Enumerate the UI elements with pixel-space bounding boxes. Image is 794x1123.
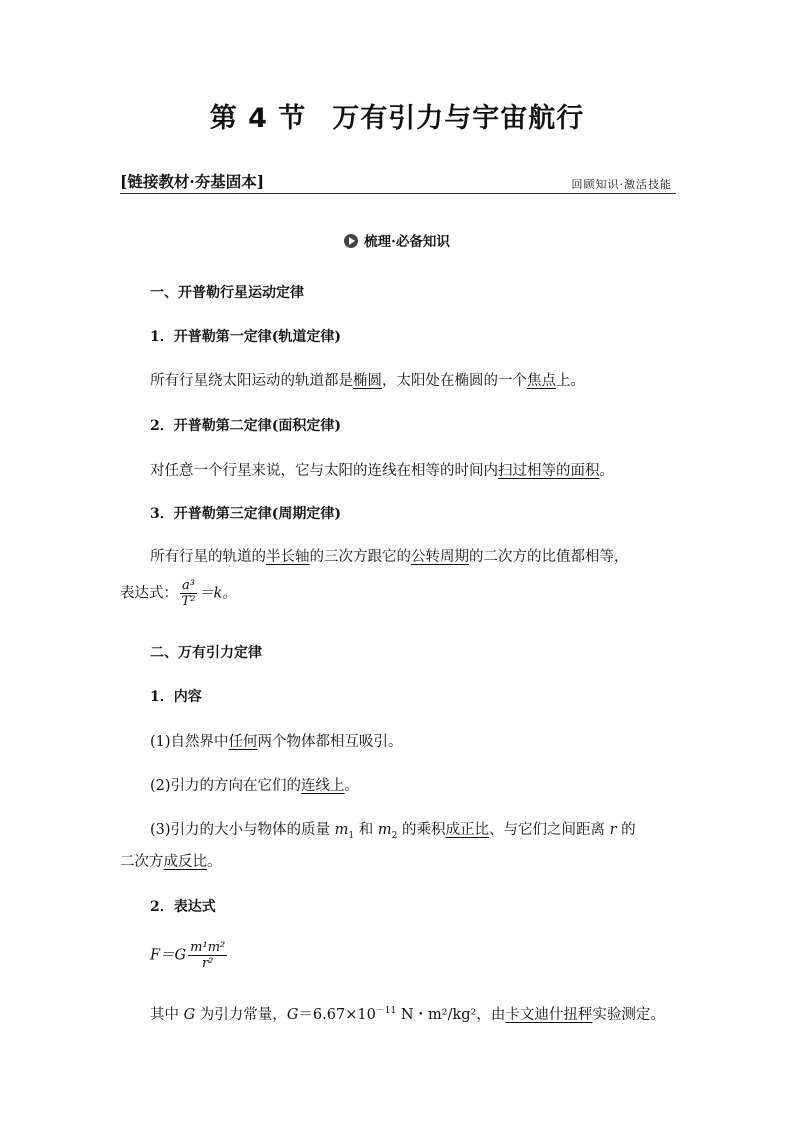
expression-heading: 2．表达式 (150, 899, 216, 915)
law2-heading: 2．开普勒第二定律(面积定律) (150, 418, 341, 434)
law2-text: 对任意一个行星来说，它与太阳的连线在相等的时间内扫过相等的面积。 (150, 463, 614, 479)
header-bar-left: [链接教材·夯基固本] (120, 172, 265, 191)
header-rule (120, 193, 676, 194)
content-item-3-cont: 二次方成反比。 (120, 854, 222, 870)
kepler-fraction: $\frac{\text{a³}}{\text{T²}}$ (181, 578, 196, 609)
gravitation-fraction: $\frac{\text{m¹m²}}{\text{r²}}$ (190, 940, 226, 971)
gravitation-formula: F＝G $\frac{\text{m¹m²}}{\text{r²}}$ (150, 940, 226, 971)
law3-text: 所有行星的轨道的半长轴的三次方跟它的公转周期的二次方的比值都相等， (150, 549, 629, 565)
law1-heading: 1．开普勒第一定律(轨道定律) (150, 329, 341, 345)
page-title: 第 4 节 万有引力与宇宙航行 (209, 103, 585, 134)
kepler-heading: 一、开普勒行星运动定律 (150, 285, 304, 301)
content-heading: 1．内容 (150, 689, 202, 705)
content-item-3: (3)引力的大小与物体的质量 $m_1$ 和 $m_2$ 的乘积成正比、与它们之间距离 r 的 (150, 822, 636, 841)
law3-heading: 3．开普勒第三定律(周期定律) (150, 506, 341, 522)
play-circle-icon (344, 234, 358, 248)
content-item-1: (1)自然界中任何两个物体都相互吸引。 (150, 734, 403, 750)
section-header: 梳理·必备知识 (0, 230, 794, 250)
constant-text: 其中 G 为引力常量，$G=6.67\times 10^{-11}$ N・m²/kg²，由卡文迪什扭秤实验测定。 (150, 1006, 665, 1023)
content-item-2: (2)引力的方向在它们的连线上。 (150, 778, 360, 794)
gravitation-heading: 二、万有引力定律 (150, 645, 262, 661)
law3-expression: 表达式： $\frac{\text{a³}}{\text{T²}}$ ＝k。 (120, 578, 237, 609)
law1-text: 所有行星绕太阳运动的轨道都是椭圆，太阳处在椭圆的一个焦点上。 (150, 373, 585, 389)
header-bar-right: 回顾知识·激活技能 (571, 178, 672, 191)
